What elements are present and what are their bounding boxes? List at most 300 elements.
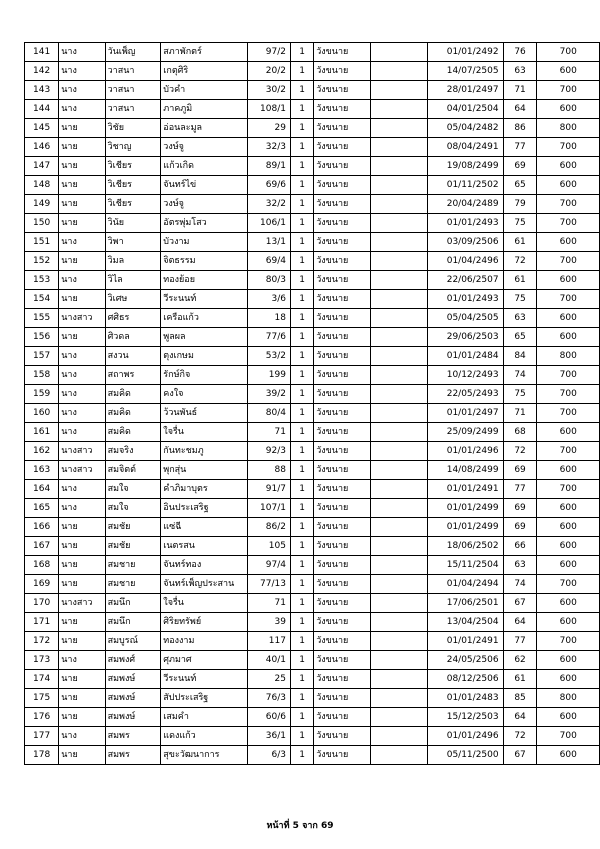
village-number-cell: 1 [290, 385, 313, 404]
title-cell: นาง [59, 727, 105, 746]
village-name-cell: วังขนาย [314, 252, 371, 271]
age-cell: 77 [503, 632, 537, 651]
row-number-cell: 143 [25, 81, 59, 100]
first-name-cell: วิชาญ [105, 138, 161, 157]
first-name-cell: สมพร [105, 746, 161, 765]
last-name-cell: ศิริยทรัพย์ [161, 613, 247, 632]
village-name-cell: วังขนาย [314, 689, 371, 708]
table-row [25, 100, 600, 119]
village-number-cell: 1 [290, 613, 313, 632]
first-name-cell: สมใจ [105, 499, 161, 518]
village-number-cell: 1 [290, 252, 313, 271]
house-number-cell: 107/1 [247, 499, 290, 518]
village-name-cell: วังขนาย [314, 214, 371, 233]
age-cell: 64 [503, 100, 537, 119]
age-cell: 63 [503, 556, 537, 575]
allowance-cell: 700 [537, 290, 600, 309]
allowance-cell: 700 [537, 138, 600, 157]
last-name-cell: จันทร์ไข่ [161, 176, 247, 195]
age-cell: 61 [503, 233, 537, 252]
table-row [25, 157, 600, 176]
blank-cell-cell [370, 537, 427, 556]
blank-cell-cell [370, 727, 427, 746]
village-number-cell: 1 [290, 689, 313, 708]
village-name-cell: วังขนาย [314, 727, 371, 746]
title-cell: นาง [59, 62, 105, 81]
age-cell: 72 [503, 252, 537, 271]
village-name-cell: วังขนาย [314, 195, 371, 214]
allowance-cell: 700 [537, 385, 600, 404]
age-cell: 69 [503, 518, 537, 537]
blank-cell-cell [370, 556, 427, 575]
title-cell: นาง [59, 480, 105, 499]
village-number-cell: 1 [290, 670, 313, 689]
birth-date-cell: 05/11/2500 [427, 746, 503, 765]
allowance-cell: 800 [537, 347, 600, 366]
table-row [25, 651, 600, 670]
row-number-cell: 155 [25, 309, 59, 328]
table-row [25, 214, 600, 233]
first-name-cell: วิเศษ [105, 290, 161, 309]
first-name-cell: วิชัย [105, 119, 161, 138]
first-name-cell: สมพร [105, 727, 161, 746]
title-cell: นาย [59, 670, 105, 689]
village-number-cell: 1 [290, 575, 313, 594]
age-cell: 69 [503, 157, 537, 176]
village-number-cell: 1 [290, 62, 313, 81]
last-name-cell: พุกสุ่น [161, 461, 247, 480]
house-number-cell: 106/1 [247, 214, 290, 233]
row-number-cell: 162 [25, 442, 59, 461]
records-table [24, 42, 600, 765]
village-name-cell: วังขนาย [314, 62, 371, 81]
birth-date-cell: 01/01/2499 [427, 518, 503, 537]
allowance-cell: 700 [537, 632, 600, 651]
first-name-cell: สมชาย [105, 575, 161, 594]
allowance-cell: 700 [537, 727, 600, 746]
village-name-cell: วังขนาย [314, 746, 371, 765]
blank-cell-cell [370, 214, 427, 233]
last-name-cell: เสมคำ [161, 708, 247, 727]
allowance-cell: 600 [537, 537, 600, 556]
first-name-cell: วาสนา [105, 62, 161, 81]
blank-cell-cell [370, 271, 427, 290]
birth-date-cell: 13/04/2504 [427, 613, 503, 632]
blank-cell-cell [370, 176, 427, 195]
blank-cell-cell [370, 746, 427, 765]
table-row [25, 670, 600, 689]
title-cell: นาย [59, 252, 105, 271]
house-number-cell: 40/1 [247, 651, 290, 670]
village-name-cell: วังขนาย [314, 480, 371, 499]
last-name-cell: คงใจ [161, 385, 247, 404]
village-number-cell: 1 [290, 43, 313, 62]
age-cell: 75 [503, 214, 537, 233]
village-name-cell: วังขนาย [314, 594, 371, 613]
allowance-cell: 600 [537, 233, 600, 252]
table-row [25, 594, 600, 613]
house-number-cell: 89/1 [247, 157, 290, 176]
house-number-cell: 117 [247, 632, 290, 651]
first-name-cell: วิมล [105, 252, 161, 271]
birth-date-cell: 15/12/2503 [427, 708, 503, 727]
birth-date-cell: 01/01/2493 [427, 290, 503, 309]
birth-date-cell: 05/04/2505 [427, 309, 503, 328]
blank-cell-cell [370, 594, 427, 613]
allowance-cell: 600 [537, 556, 600, 575]
last-name-cell: ว้วนพันธ์ [161, 404, 247, 423]
village-number-cell: 1 [290, 100, 313, 119]
last-name-cell: บัวคำ [161, 81, 247, 100]
house-number-cell: 53/2 [247, 347, 290, 366]
first-name-cell: วิพา [105, 233, 161, 252]
first-name-cell: วินัย [105, 214, 161, 233]
age-cell: 76 [503, 43, 537, 62]
birth-date-cell: 05/04/2482 [427, 119, 503, 138]
title-cell: นางสาว [59, 442, 105, 461]
first-name-cell: วิเชียร [105, 195, 161, 214]
allowance-cell: 600 [537, 708, 600, 727]
last-name-cell: วีระนนท์ [161, 290, 247, 309]
house-number-cell: 108/1 [247, 100, 290, 119]
age-cell: 64 [503, 613, 537, 632]
blank-cell-cell [370, 100, 427, 119]
village-name-cell: วังขนาย [314, 309, 371, 328]
age-cell: 66 [503, 537, 537, 556]
village-name-cell: วังขนาย [314, 290, 371, 309]
age-cell: 65 [503, 328, 537, 347]
village-name-cell: วังขนาย [314, 537, 371, 556]
blank-cell-cell [370, 366, 427, 385]
village-number-cell: 1 [290, 442, 313, 461]
title-cell: นาง [59, 347, 105, 366]
birth-date-cell: 17/06/2501 [427, 594, 503, 613]
blank-cell-cell [370, 62, 427, 81]
allowance-cell: 700 [537, 43, 600, 62]
age-cell: 67 [503, 746, 537, 765]
allowance-cell: 700 [537, 366, 600, 385]
birth-date-cell: 20/04/2489 [427, 195, 503, 214]
title-cell: นาย [59, 195, 105, 214]
birth-date-cell: 01/04/2496 [427, 252, 503, 271]
row-number-cell: 178 [25, 746, 59, 765]
title-cell: นาง [59, 385, 105, 404]
blank-cell-cell [370, 157, 427, 176]
table-row [25, 366, 600, 385]
age-cell: 85 [503, 689, 537, 708]
allowance-cell: 600 [537, 461, 600, 480]
allowance-cell: 600 [537, 62, 600, 81]
house-number-cell: 32/3 [247, 138, 290, 157]
birth-date-cell: 14/08/2499 [427, 461, 503, 480]
house-number-cell: 77/13 [247, 575, 290, 594]
house-number-cell: 97/4 [247, 556, 290, 575]
village-number-cell: 1 [290, 746, 313, 765]
last-name-cell: สุขะวัฒนาการ [161, 746, 247, 765]
blank-cell-cell [370, 670, 427, 689]
table-row [25, 423, 600, 442]
first-name-cell: สมพงษ์ [105, 670, 161, 689]
table-row [25, 347, 600, 366]
first-name-cell: วาสนา [105, 81, 161, 100]
village-name-cell: วังขนาย [314, 404, 371, 423]
records-body [25, 43, 600, 765]
allowance-cell: 600 [537, 613, 600, 632]
row-number-cell: 166 [25, 518, 59, 537]
village-number-cell: 1 [290, 480, 313, 499]
first-name-cell: สมคิด [105, 385, 161, 404]
row-number-cell: 167 [25, 537, 59, 556]
row-number-cell: 149 [25, 195, 59, 214]
age-cell: 63 [503, 309, 537, 328]
blank-cell-cell [370, 423, 427, 442]
allowance-cell: 600 [537, 746, 600, 765]
village-number-cell: 1 [290, 537, 313, 556]
village-number-cell: 1 [290, 309, 313, 328]
table-row [25, 727, 600, 746]
row-number-cell: 165 [25, 499, 59, 518]
house-number-cell: 6/3 [247, 746, 290, 765]
table-row [25, 233, 600, 252]
house-number-cell: 80/4 [247, 404, 290, 423]
blank-cell-cell [370, 404, 427, 423]
title-cell: นาง [59, 81, 105, 100]
village-name-cell: วังขนาย [314, 575, 371, 594]
house-number-cell: 86/2 [247, 518, 290, 537]
row-number-cell: 174 [25, 670, 59, 689]
village-number-cell: 1 [290, 290, 313, 309]
age-cell: 67 [503, 594, 537, 613]
row-number-cell: 158 [25, 366, 59, 385]
age-cell: 77 [503, 138, 537, 157]
allowance-cell: 600 [537, 499, 600, 518]
first-name-cell: สงวน [105, 347, 161, 366]
birth-date-cell: 01/01/2497 [427, 404, 503, 423]
birth-date-cell: 01/11/2502 [427, 176, 503, 195]
title-cell: นาง [59, 43, 105, 62]
last-name-cell: พูลผล [161, 328, 247, 347]
allowance-cell: 600 [537, 271, 600, 290]
village-name-cell: วังขนาย [314, 442, 371, 461]
last-name-cell: แซ่ฉี [161, 518, 247, 537]
table-row [25, 708, 600, 727]
row-number-cell: 169 [25, 575, 59, 594]
village-number-cell: 1 [290, 651, 313, 670]
first-name-cell: วาสนา [105, 100, 161, 119]
title-cell: นาย [59, 708, 105, 727]
title-cell: นาง [59, 366, 105, 385]
table-row [25, 271, 600, 290]
allowance-cell: 700 [537, 575, 600, 594]
blank-cell-cell [370, 480, 427, 499]
allowance-cell: 700 [537, 81, 600, 100]
title-cell: นาย [59, 556, 105, 575]
birth-date-cell: 29/06/2503 [427, 328, 503, 347]
village-number-cell: 1 [290, 328, 313, 347]
house-number-cell: 25 [247, 670, 290, 689]
row-number-cell: 152 [25, 252, 59, 271]
house-number-cell: 30/2 [247, 81, 290, 100]
village-number-cell: 1 [290, 499, 313, 518]
table-row [25, 689, 600, 708]
birth-date-cell: 01/01/2496 [427, 727, 503, 746]
row-number-cell: 173 [25, 651, 59, 670]
row-number-cell: 175 [25, 689, 59, 708]
title-cell: นาย [59, 613, 105, 632]
village-name-cell: วังขนาย [314, 670, 371, 689]
title-cell: นาง [59, 404, 105, 423]
row-number-cell: 153 [25, 271, 59, 290]
table-row [25, 62, 600, 81]
title-cell: นาย [59, 176, 105, 195]
village-number-cell: 1 [290, 347, 313, 366]
first-name-cell: สมชัย [105, 518, 161, 537]
table-row [25, 480, 600, 499]
house-number-cell: 39 [247, 613, 290, 632]
village-name-cell: วังขนาย [314, 81, 371, 100]
table-row [25, 518, 600, 537]
blank-cell-cell [370, 43, 427, 62]
table-row [25, 404, 600, 423]
birth-date-cell: 15/11/2504 [427, 556, 503, 575]
blank-cell-cell [370, 195, 427, 214]
blank-cell-cell [370, 233, 427, 252]
table-row [25, 461, 600, 480]
blank-cell-cell [370, 461, 427, 480]
age-cell: 72 [503, 727, 537, 746]
first-name-cell: วันเพ็ญ [105, 43, 161, 62]
village-number-cell: 1 [290, 271, 313, 290]
title-cell: นาย [59, 746, 105, 765]
row-number-cell: 154 [25, 290, 59, 309]
allowance-cell: 600 [537, 157, 600, 176]
last-name-cell: เครือแก้ว [161, 309, 247, 328]
allowance-cell: 700 [537, 404, 600, 423]
village-name-cell: วังขนาย [314, 100, 371, 119]
house-number-cell: 92/3 [247, 442, 290, 461]
allowance-cell: 600 [537, 309, 600, 328]
last-name-cell: เนตรสน [161, 537, 247, 556]
house-number-cell: 39/2 [247, 385, 290, 404]
last-name-cell: วงษ์จู [161, 195, 247, 214]
last-name-cell: อินประเสริฐ [161, 499, 247, 518]
age-cell: 79 [503, 195, 537, 214]
house-number-cell: 36/1 [247, 727, 290, 746]
birth-date-cell: 18/06/2502 [427, 537, 503, 556]
house-number-cell: 80/3 [247, 271, 290, 290]
village-number-cell: 1 [290, 727, 313, 746]
table-row [25, 309, 600, 328]
village-name-cell: วังขนาย [314, 366, 371, 385]
page-footer: หน้าที่ 5 จาก 69 [266, 821, 334, 831]
last-name-cell: ศุภมาศ [161, 651, 247, 670]
last-name-cell: วงษ์จู [161, 138, 247, 157]
last-name-cell: สภาพักตร์ [161, 43, 247, 62]
table-row [25, 385, 600, 404]
first-name-cell: ศิวดล [105, 328, 161, 347]
allowance-cell: 700 [537, 195, 600, 214]
house-number-cell: 91/7 [247, 480, 290, 499]
village-number-cell: 1 [290, 176, 313, 195]
row-number-cell: 142 [25, 62, 59, 81]
title-cell: นาย [59, 138, 105, 157]
allowance-cell: 600 [537, 100, 600, 119]
village-number-cell: 1 [290, 518, 313, 537]
house-number-cell: 88 [247, 461, 290, 480]
table-row [25, 499, 600, 518]
blank-cell-cell [370, 651, 427, 670]
title-cell: นาย [59, 575, 105, 594]
first-name-cell: สมพงษ์ [105, 689, 161, 708]
village-number-cell: 1 [290, 461, 313, 480]
first-name-cell: สมพงษ์ [105, 708, 161, 727]
blank-cell-cell [370, 119, 427, 138]
last-name-cell: จิตธรรม [161, 252, 247, 271]
age-cell: 86 [503, 119, 537, 138]
title-cell: นาย [59, 328, 105, 347]
table-row [25, 43, 600, 62]
village-name-cell: วังขนาย [314, 385, 371, 404]
age-cell: 62 [503, 651, 537, 670]
blank-cell-cell [370, 81, 427, 100]
blank-cell-cell [370, 613, 427, 632]
first-name-cell: สมจิตต์ [105, 461, 161, 480]
row-number-cell: 163 [25, 461, 59, 480]
age-cell: 84 [503, 347, 537, 366]
village-name-cell: วังขนาย [314, 556, 371, 575]
house-number-cell: 3/6 [247, 290, 290, 309]
first-name-cell: สมนึก [105, 613, 161, 632]
table-row [25, 632, 600, 651]
table-row [25, 613, 600, 632]
allowance-cell: 600 [537, 651, 600, 670]
row-number-cell: 172 [25, 632, 59, 651]
last-name-cell: ตุงเกษม [161, 347, 247, 366]
blank-cell-cell [370, 708, 427, 727]
row-number-cell: 151 [25, 233, 59, 252]
blank-cell-cell [370, 290, 427, 309]
records-sheet [24, 42, 600, 765]
title-cell: นาย [59, 290, 105, 309]
birth-date-cell: 10/12/2493 [427, 366, 503, 385]
last-name-cell: อัตรพุ่มโสว [161, 214, 247, 233]
birth-date-cell: 28/01/2497 [427, 81, 503, 100]
first-name-cell: สมนึก [105, 594, 161, 613]
row-number-cell: 147 [25, 157, 59, 176]
allowance-cell: 600 [537, 328, 600, 347]
title-cell: นาย [59, 537, 105, 556]
age-cell: 64 [503, 708, 537, 727]
row-number-cell: 148 [25, 176, 59, 195]
house-number-cell: 199 [247, 366, 290, 385]
blank-cell-cell [370, 499, 427, 518]
village-name-cell: วังขนาย [314, 271, 371, 290]
first-name-cell: สมคิด [105, 404, 161, 423]
title-cell: นาย [59, 214, 105, 233]
row-number-cell: 160 [25, 404, 59, 423]
age-cell: 75 [503, 385, 537, 404]
allowance-cell: 600 [537, 670, 600, 689]
age-cell: 63 [503, 62, 537, 81]
last-name-cell: แดงแก้ว [161, 727, 247, 746]
village-name-cell: วังขนาย [314, 651, 371, 670]
house-number-cell: 20/2 [247, 62, 290, 81]
title-cell: นาย [59, 518, 105, 537]
house-number-cell: 18 [247, 309, 290, 328]
row-number-cell: 164 [25, 480, 59, 499]
table-row [25, 195, 600, 214]
village-name-cell: วังขนาย [314, 347, 371, 366]
